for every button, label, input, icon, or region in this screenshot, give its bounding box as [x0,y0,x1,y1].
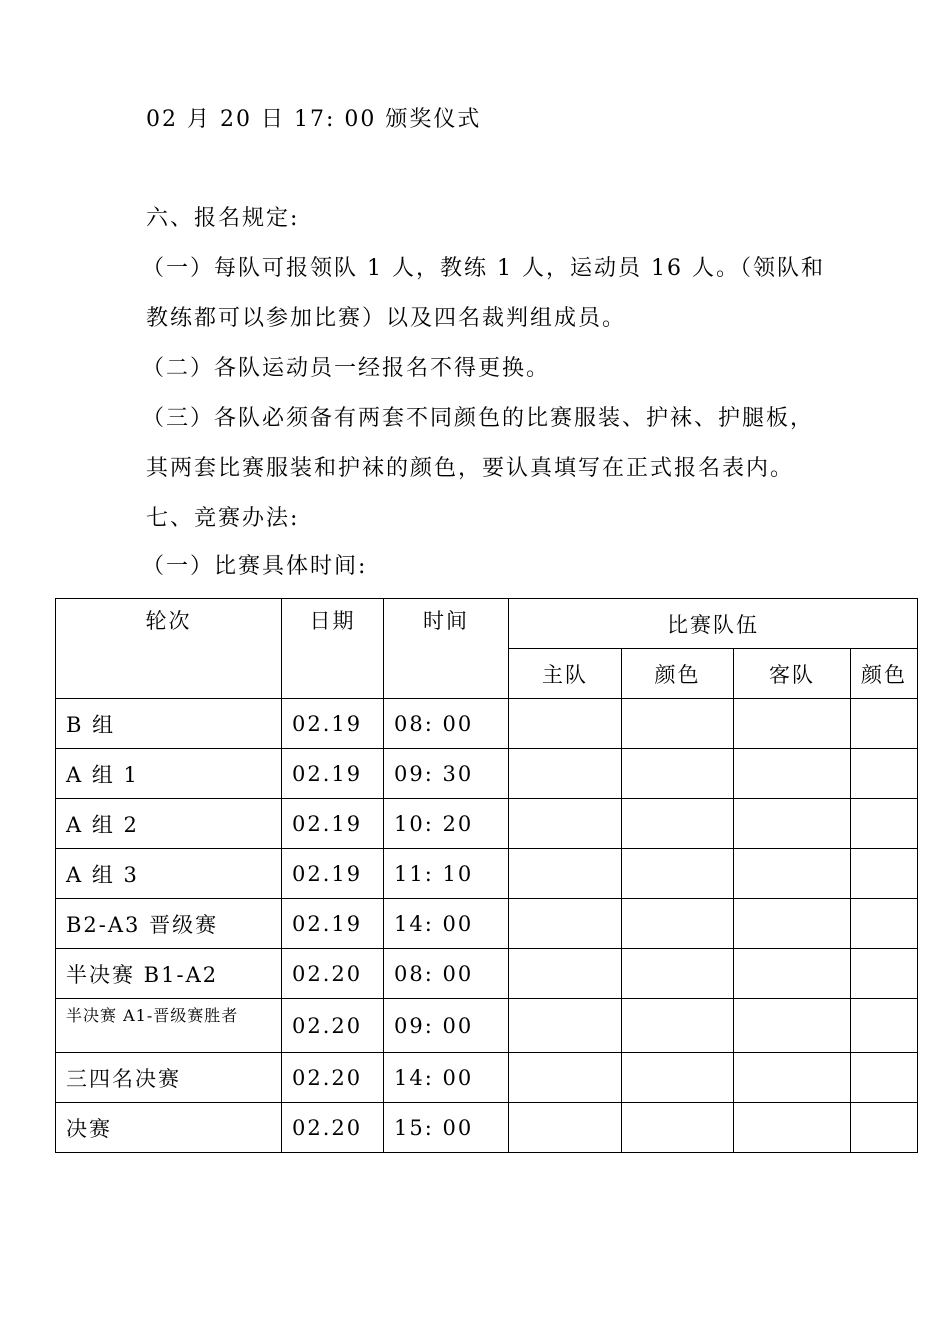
cell-home-color [622,949,734,999]
header-away-color: 颜色 [851,649,918,699]
cell-home-color [622,699,734,749]
cell-time: 10: 20 [384,799,509,849]
registration-rule-1a: （一）每队可报领队 1 人，教练 1 人，运动员 16 人。（领队和 [142,256,825,281]
cell-time: 09: 30 [384,749,509,799]
cell-home-color [622,1103,734,1153]
cell-away-color [851,999,918,1053]
cell-date: 02.20 [282,1103,384,1153]
cell-round: 三四名决赛 [56,1053,282,1103]
cell-round: A 组 2 [56,799,282,849]
cell-date: 02.20 [282,1053,384,1103]
cell-round: A 组 3 [56,849,282,899]
header-date: 日期 [282,599,384,699]
section-seven-heading: 七、竞赛办法: [146,506,300,531]
cell-round: 半决赛 A1-晋级赛胜者 [56,999,282,1053]
table-row [56,749,918,799]
cell-time: 15: 00 [384,1103,509,1153]
cell-time: 08: 00 [384,949,509,999]
header-teams: 比赛队伍 [509,599,918,649]
cell-round: 半决赛 B1-A2 [56,949,282,999]
cell-date: 02.19 [282,799,384,849]
cell-date: 02.19 [282,749,384,799]
cell-home-team [509,999,622,1053]
cell-away-team [734,899,851,949]
table-row [56,949,918,999]
cell-away-color [851,849,918,899]
table-header-row [56,599,918,649]
schedule-table [55,598,918,1153]
table-row [56,849,918,899]
table-row [56,699,918,749]
cell-time: 08: 00 [384,699,509,749]
cell-home-team [509,949,622,999]
cell-date: 02.19 [282,849,384,899]
cell-home-team [509,749,622,799]
cell-away-team [734,799,851,849]
cell-away-team [734,849,851,899]
registration-rule-3b: 其两套比赛服装和护袜的颜色，要认真填写在正式报名表内。 [146,456,795,481]
cell-away-color [851,899,918,949]
cell-home-team [509,1053,622,1103]
header-home: 主队 [509,649,622,699]
cell-home-color [622,1053,734,1103]
cell-home-color [622,849,734,899]
cell-away-team [734,949,851,999]
registration-rule-1b: 教练都可以参加比赛）以及四名裁判组成员。 [146,306,627,331]
cell-away-team [734,1053,851,1103]
schedule-subheading: （一）比赛具体时间: [142,554,368,579]
cell-time: 14: 00 [384,899,509,949]
cell-away-color [851,699,918,749]
table-row [56,799,918,849]
table-row [56,999,918,1053]
cell-away-team [734,1103,851,1153]
cell-home-color [622,749,734,799]
cell-date: 02.20 [282,999,384,1053]
cell-home-color [622,799,734,849]
cell-round: A 组 1 [56,749,282,799]
cell-round: B 组 [56,699,282,749]
cell-round: B2-A3 晋级赛 [56,899,282,949]
cell-home-team [509,799,622,849]
registration-rule-2: （二）各队运动员一经报名不得更换。 [142,356,551,381]
award-ceremony-line: 02 月 20 日 17: 00 颁奖仪式 [146,107,482,132]
header-away: 客队 [734,649,851,699]
cell-away-color [851,749,918,799]
header-round: 轮次 [56,599,282,699]
cell-time: 14: 00 [384,1053,509,1103]
header-home-color: 颜色 [622,649,734,699]
cell-away-color [851,799,918,849]
cell-home-team [509,1103,622,1153]
cell-away-color [851,949,918,999]
cell-date: 02.20 [282,949,384,999]
table-row [56,1103,918,1153]
cell-away-color [851,1053,918,1103]
cell-date: 02.19 [282,899,384,949]
cell-home-color [622,899,734,949]
cell-home-color [622,999,734,1053]
cell-away-team [734,999,851,1053]
cell-home-team [509,899,622,949]
cell-away-color [851,1103,918,1153]
header-time: 时间 [384,599,509,699]
cell-away-team [734,699,851,749]
cell-round: 决赛 [56,1103,282,1153]
table-row [56,899,918,949]
cell-time: 11: 10 [384,849,509,899]
cell-home-team [509,849,622,899]
registration-rule-3a: （三）各队必须备有两套不同颜色的比赛服装、护袜、护腿板， [142,406,815,431]
table-row [56,1053,918,1103]
section-six-heading: 六、报名规定: [146,206,300,231]
cell-away-team [734,749,851,799]
cell-time: 09: 00 [384,999,509,1053]
cell-home-team [509,699,622,749]
cell-date: 02.19 [282,699,384,749]
